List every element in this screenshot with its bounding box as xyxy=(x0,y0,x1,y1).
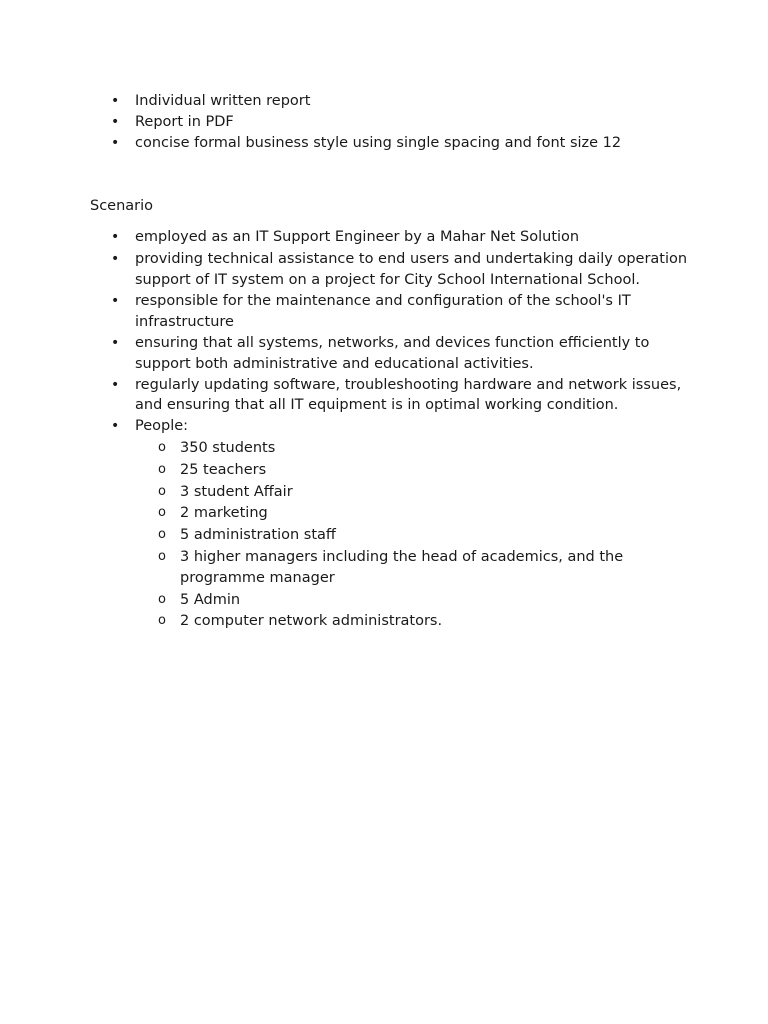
list-item-text: Report in PDF xyxy=(135,113,234,130)
sub-list-item-text: 350 students xyxy=(180,439,276,456)
bullet-icon: • xyxy=(111,293,120,310)
bullet-icon: • xyxy=(111,134,120,151)
circle-bullet-icon: o xyxy=(158,505,166,521)
circle-bullet-icon: o xyxy=(158,613,166,629)
circle-bullet-icon: o xyxy=(158,439,166,455)
list-item xyxy=(90,91,690,112)
list-item-text: People: xyxy=(135,418,189,435)
list-item xyxy=(90,133,690,154)
list-item xyxy=(90,333,690,375)
circle-bullet-icon: o xyxy=(158,483,166,499)
people-list xyxy=(90,438,690,632)
list-item xyxy=(90,291,690,333)
sub-list-item-text: 2 computer network administrators. xyxy=(180,613,443,630)
sub-list-item-text: 3 student Affair xyxy=(180,483,293,500)
list-item-text: providing technical assistance to end users and undertaking daily operation support of IT system on a project for City School International School. xyxy=(135,250,688,288)
bullet-icon: • xyxy=(111,93,120,109)
sub-list-item xyxy=(90,503,690,524)
list-item-text: employed as an IT Support Engineer by a Mahar Net Solution xyxy=(135,229,580,245)
sub-list-item-text: 25 teachers xyxy=(180,461,267,478)
sub-list-item-text: 5 Admin xyxy=(180,591,241,608)
sub-list-item xyxy=(90,611,690,632)
list-item-text: ensuring that all systems, networks, and devices function efficiently to support both administrative and educational activities. xyxy=(135,334,650,372)
bullet-icon: • xyxy=(111,113,120,130)
scenario-list xyxy=(90,227,690,632)
bullet-icon: • xyxy=(111,250,120,267)
scenario-heading: Scenario xyxy=(90,198,154,214)
bullet-icon: • xyxy=(111,334,120,351)
list-item xyxy=(90,112,690,133)
circle-bullet-icon: o xyxy=(158,548,166,564)
list-item-text: Individual written report xyxy=(135,93,311,109)
sub-list-item-text: 5 administration staff xyxy=(180,527,336,544)
circle-bullet-icon: o xyxy=(158,591,166,607)
bullet-icon: • xyxy=(111,229,120,245)
sub-list-item-text: 2 marketing xyxy=(180,505,268,522)
sub-list-item xyxy=(90,547,690,589)
sub-list-item xyxy=(90,460,690,481)
sub-list-item xyxy=(90,525,690,546)
sub-list-item-text: 3 higher managers including the head of academics, and the programme manager xyxy=(180,548,624,586)
list-item-text: responsible for the maintenance and configuration of the school's IT infrastructure xyxy=(135,293,631,331)
list-item-text: regularly updating software, troubleshooting hardware and network issues, and ensuring that all IT equipment is in optimal working condition. xyxy=(135,376,682,414)
list-item-people xyxy=(90,416,690,632)
sub-list-item xyxy=(90,590,690,611)
list-item xyxy=(90,375,690,417)
circle-bullet-icon: o xyxy=(158,461,166,477)
list-item xyxy=(90,227,690,248)
requirements-list xyxy=(90,91,690,153)
bullet-icon: • xyxy=(111,376,120,393)
bullet-icon: • xyxy=(111,418,120,435)
circle-bullet-icon: o xyxy=(158,527,166,543)
sub-list-item xyxy=(90,438,690,459)
sub-list-item xyxy=(90,482,690,503)
list-item-text: concise formal business style using single spacing and font size 12 xyxy=(135,134,622,151)
list-item xyxy=(90,249,690,291)
